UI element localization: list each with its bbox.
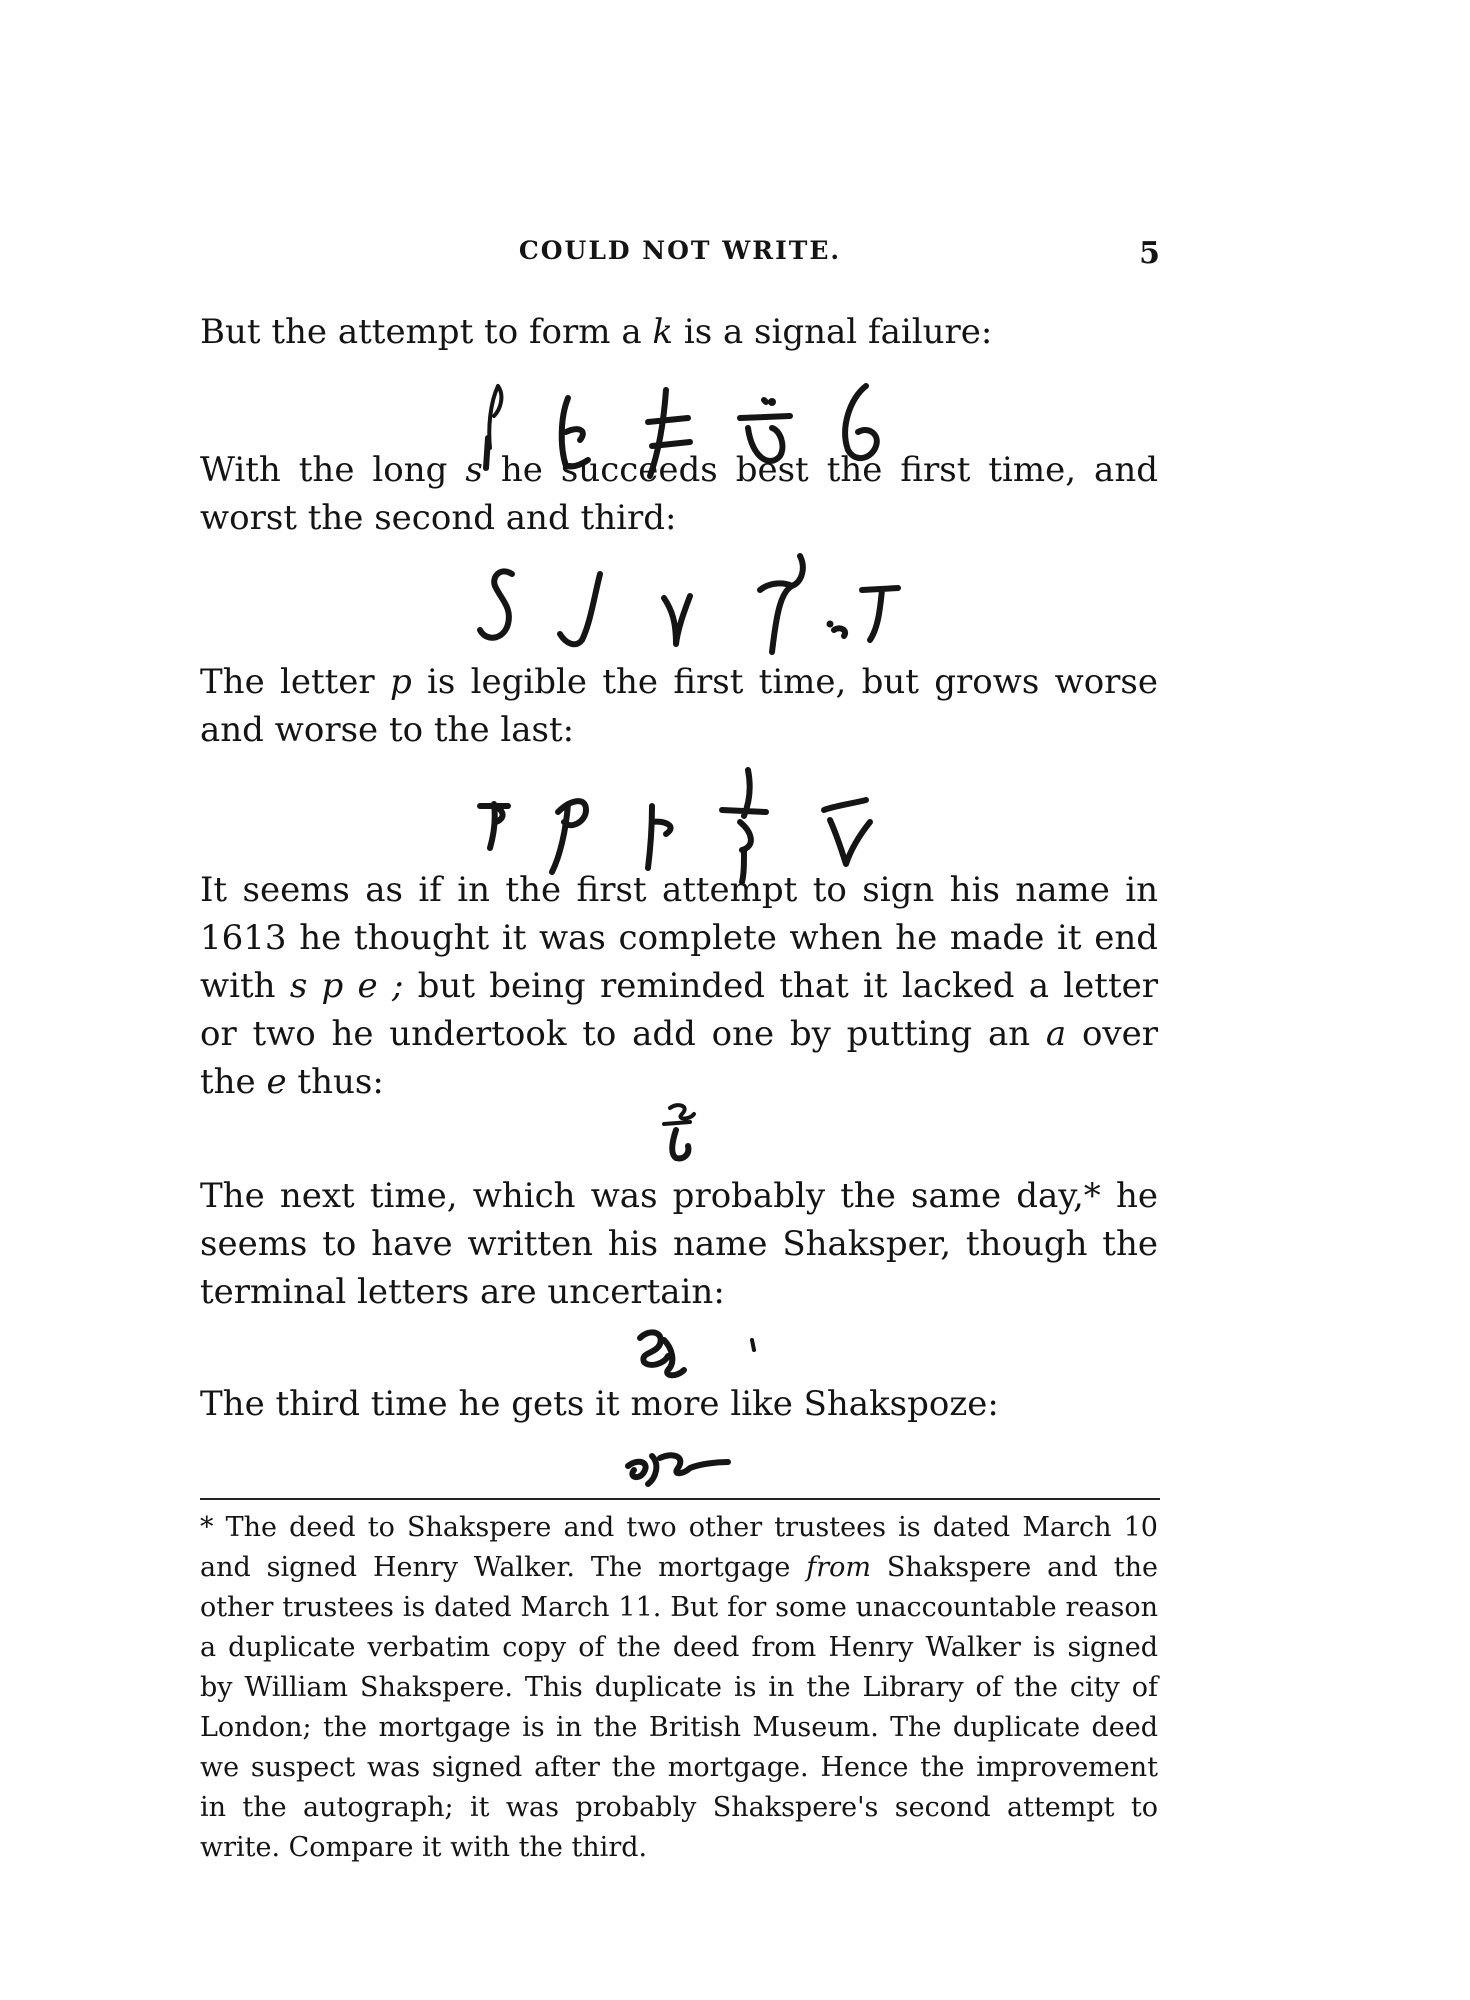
handwritten-p-1 xyxy=(480,804,508,848)
autograph-a-over-e-facsimile xyxy=(0,1096,1470,1166)
handwritten-s-3 xyxy=(664,596,690,644)
handwritten-s-1 xyxy=(480,571,512,637)
paragraph-letter-p: The letter p is legible the first time, but grows worse and worse to the last: xyxy=(200,662,1158,750)
handwritten-shakspoze xyxy=(628,1455,728,1484)
paragraph-k-failure: But the attempt to form a k is a signal failure: xyxy=(200,312,993,352)
running-head: COULD NOT WRITE. xyxy=(518,236,842,265)
page-number: 5 xyxy=(1139,236,1160,271)
autograph-long-s-facsimile xyxy=(0,548,1470,668)
paragraph-long-s: With the long s he succeeds best the first time, and worst the second and third: xyxy=(200,450,1158,538)
handwritten-p-3 xyxy=(648,806,671,868)
handwritten-p-5 xyxy=(824,800,870,864)
paragraph-first-attempt: It seems as if in the first attempt to sign his name in 1613 he thought it was complete when he made it end with s p e ; but being reminded that it lacked a letter or two he undertook to add one by putting an a over the e thus: xyxy=(200,870,1159,1102)
handwritten-s-4 xyxy=(760,556,803,652)
handwritten-shaksper xyxy=(640,1332,754,1375)
page-header xyxy=(200,236,1160,276)
autograph-shakspoze-facsimile xyxy=(0,1428,1470,1498)
handwritten-p-2 xyxy=(552,801,586,872)
paragraph-third-time: The third time he gets it more like Shakspoze: xyxy=(200,1384,999,1424)
paragraph-next-time: The next time, which was probably the same day,* he seems to have written his name Shaksper, though the terminal letters are uncertain: xyxy=(200,1176,1158,1312)
handwritten-a-over-e xyxy=(664,1105,694,1158)
handwritten-s-5 xyxy=(827,588,899,640)
footnote-divider xyxy=(200,1498,1160,1500)
handwritten-s-2 xyxy=(560,574,600,644)
autograph-p-facsimile xyxy=(0,760,1470,880)
autograph-shaksper-facsimile xyxy=(0,1318,1470,1388)
footnote: * The deed to Shakspere and two other trustees is dated March 10 and signed Henry Walker. The mortgage from Shakspere and the other trustees is dated March 11. But for some unaccountable reason a duplicate verbatim copy of the deed from Henry Walker is signed by William Shakspere. This duplicate is in the Library of the city of London; the mortgage is in the British Museum. The duplicate deed we suspect was signed after the mortgage. Hence the improvement in the autograph; it was probably Shakspere's second attempt to write. Compare it with the third. xyxy=(200,1512,1158,1863)
